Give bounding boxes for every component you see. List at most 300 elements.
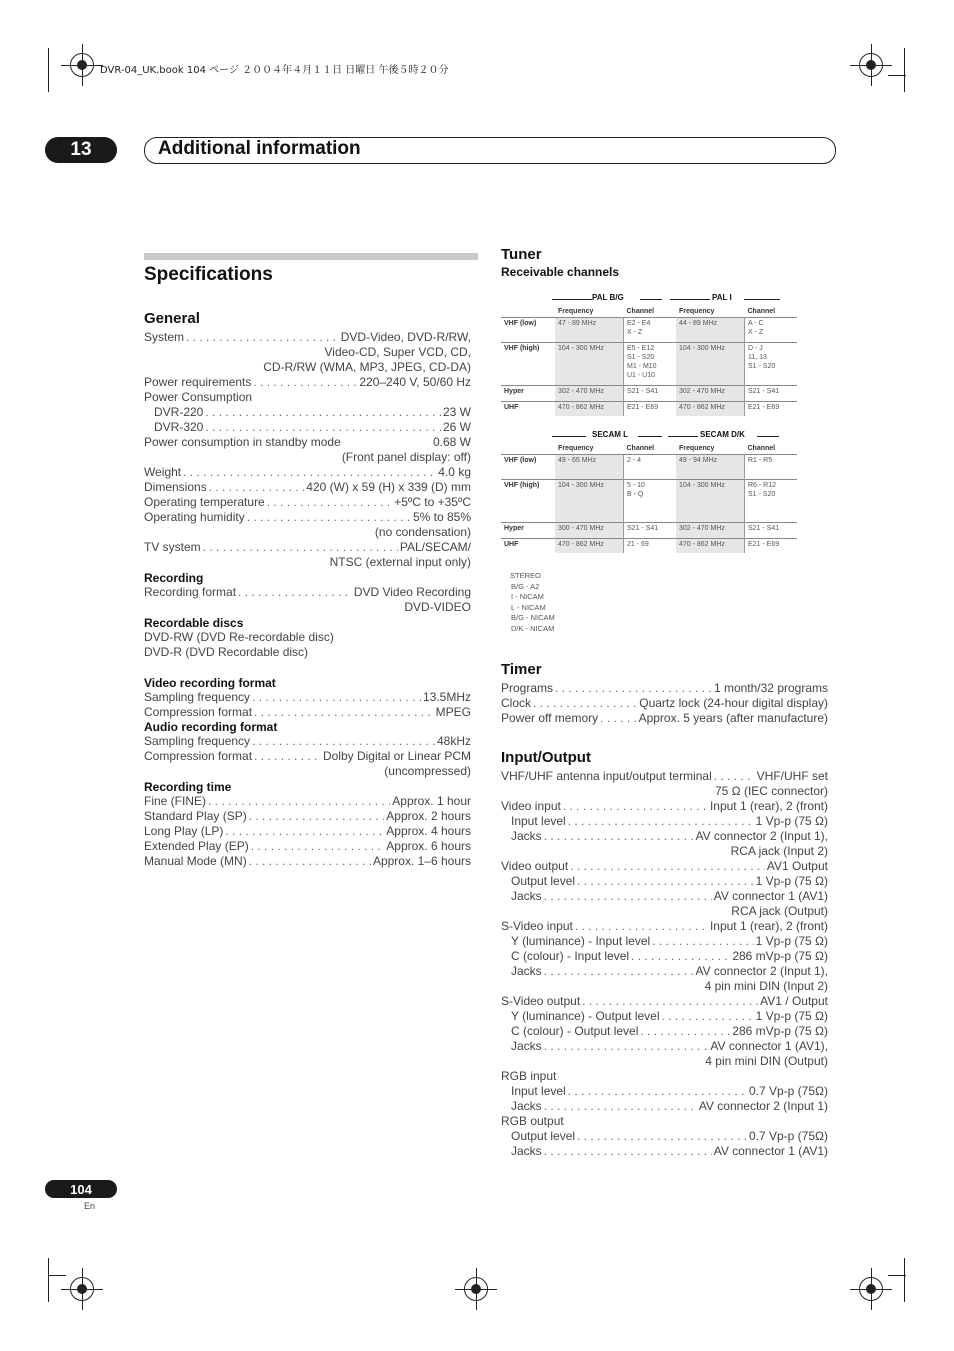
spec-label: S-Video input <box>501 919 573 933</box>
spec-value: AV1 Output <box>766 859 828 873</box>
spec-row <box>501 1084 828 1099</box>
channel-cell: 21 - 69 <box>624 539 677 554</box>
dot-leader <box>568 814 754 829</box>
spec-value: Approx. 6 hours <box>386 839 471 853</box>
channel-cell: E2 - E4 X - Z <box>624 318 677 343</box>
spec-continuation: NTSC (external input only) <box>329 555 471 569</box>
channel-cell: E21 - E69 <box>745 539 798 554</box>
video-format-rows <box>144 690 471 720</box>
registration-mark-icon <box>70 53 94 77</box>
spec-value: 1 month/32 programs <box>713 681 828 695</box>
dot-leader <box>600 711 636 726</box>
dot-leader <box>568 1084 747 1099</box>
band-label: VHF (high) <box>501 343 555 386</box>
spec-value: AV connector 2 (Input 1), <box>695 829 828 843</box>
dot-leader <box>544 889 712 904</box>
spec-label: Video input <box>501 799 561 813</box>
registration-mark-icon <box>859 53 883 77</box>
channel-cell: R6 - R12 S1 - S20 <box>745 480 798 523</box>
spec-row <box>501 1099 828 1114</box>
spec-row <box>501 814 828 829</box>
spec-label: VHF/UHF antenna input/output terminal <box>501 769 712 783</box>
frequency-cell: 104 - 300 MHz <box>555 480 624 523</box>
spec-subhead: Power Consumption <box>144 390 253 404</box>
spec-row <box>144 375 471 390</box>
spec-row <box>144 495 471 510</box>
crop-mark <box>48 1275 66 1276</box>
spec-row <box>501 874 828 889</box>
channel-cell: S21 - S41 <box>624 386 677 402</box>
registration-mark-icon <box>70 1277 94 1301</box>
spec-label: Clock <box>501 696 532 710</box>
dot-leader <box>249 809 385 824</box>
recording-heading: Recording <box>144 571 204 585</box>
spec-row <box>144 585 471 600</box>
channel-cell: E21 - E69 <box>624 402 677 417</box>
dot-leader <box>253 375 357 390</box>
recording-time-heading: Recording time <box>144 780 232 794</box>
dot-leader <box>252 734 435 749</box>
spec-row <box>501 1009 828 1024</box>
spec-label: Video output <box>501 859 569 873</box>
spec-label: Jacks <box>511 829 542 843</box>
spec-row <box>501 949 828 964</box>
spec-label: Compression format <box>144 705 253 719</box>
channel-table <box>501 443 797 553</box>
stereo-list <box>510 571 555 635</box>
spec-value: 0.7 Vp-p (75Ω) <box>748 1084 828 1098</box>
spec-row <box>501 964 828 979</box>
channel-row <box>501 539 797 554</box>
spec-label: Recording format <box>144 585 237 599</box>
spec-continuation: Video-CD, Super VCD, CD, <box>324 345 471 359</box>
header-frequency: Frequency <box>558 308 594 315</box>
spec-row <box>501 994 828 1009</box>
spec-subhead: RGB output <box>501 1114 564 1128</box>
header-channel: Channel <box>747 445 776 452</box>
group-heading: PAL I <box>712 293 732 302</box>
recording-time-rows <box>144 794 471 869</box>
spec-label: Manual Mode (MN) <box>144 854 247 868</box>
spec-continuation: RCA jack (Input 2) <box>730 844 828 858</box>
dot-leader <box>652 934 753 949</box>
group-rule <box>552 299 592 300</box>
spec-row <box>501 1024 828 1039</box>
dot-leader <box>544 1099 697 1114</box>
spec-value: AV connector 2 (Input 1) <box>698 1099 828 1113</box>
spec-label: Sampling frequency <box>144 690 251 704</box>
dot-leader <box>533 696 637 711</box>
group-rule <box>638 436 662 437</box>
dot-leader <box>544 1144 712 1159</box>
frequency-cell: 44 - 89 MHz <box>676 318 745 343</box>
spec-label: Jacks <box>511 1099 542 1113</box>
spec-row <box>144 839 471 854</box>
dot-leader <box>640 1024 730 1039</box>
frequency-cell: 104 - 300 MHz <box>555 343 624 386</box>
channel-cell: 2 - 4 <box>624 455 677 480</box>
spec-label: DVR-320 <box>154 420 204 434</box>
channel-cell: E21 - E69 <box>745 402 798 417</box>
spec-label: Jacks <box>511 889 542 903</box>
spec-row <box>501 799 828 814</box>
spec-continuation: 75 Ω (IEC connector) <box>714 784 828 798</box>
spec-row <box>144 405 471 420</box>
frequency-cell: 47 - 89 MHz <box>555 318 624 343</box>
spec-value: 13.5MHz <box>422 690 471 704</box>
band-label: VHF (low) <box>501 455 555 480</box>
spec-label: Extended Play (EP) <box>144 839 249 853</box>
spec-row <box>144 465 471 480</box>
spec-row <box>501 769 828 784</box>
crop-mark <box>888 1275 906 1276</box>
dot-leader <box>238 585 352 600</box>
spec-row <box>144 540 471 555</box>
spec-row <box>144 824 471 839</box>
header-frequency: Frequency <box>679 445 715 452</box>
tuner-heading: Tuner <box>501 246 542 263</box>
spec-value: AV connector 1 (AV1) <box>713 1144 828 1158</box>
spec-row <box>144 510 471 525</box>
spec-value: 48kHz <box>436 734 471 748</box>
crop-mark <box>48 1258 49 1302</box>
spec-label: Fine (FINE) <box>144 794 207 808</box>
spec-row <box>144 705 471 720</box>
io-section <box>501 749 828 1159</box>
spec-value: AV connector 2 (Input 1), <box>695 964 828 978</box>
spec-value: 1 Vp-p (75 Ω) <box>755 874 828 888</box>
spec-value: 220–240 V, 50/60 Hz <box>359 375 471 389</box>
receivable-channels-heading: Receivable channels <box>501 265 620 279</box>
general-section <box>144 310 471 869</box>
dot-leader <box>714 769 755 784</box>
spec-label: Y (luminance) - Input level <box>511 934 651 948</box>
spec-value: 0.7 Vp-p (75Ω) <box>748 1129 828 1143</box>
spec-value: 1 Vp-p (75 Ω) <box>755 814 828 828</box>
spec-value: 0.68 W <box>432 435 471 449</box>
channel-cell: 5 - 10 B - Q <box>624 480 677 523</box>
crop-mark <box>904 48 905 92</box>
spec-label: Output level <box>511 874 576 888</box>
crop-mark <box>48 48 49 92</box>
channel-table <box>501 306 797 416</box>
frequency-cell: 302 - 470 MHz <box>676 386 745 402</box>
spec-value: 5% to 85% <box>412 510 471 524</box>
spec-label: Operating humidity <box>144 510 245 524</box>
general-heading: General <box>144 310 200 327</box>
dot-leader <box>544 964 694 979</box>
language-code: En <box>84 1201 96 1211</box>
spec-label: DVR-220 <box>154 405 204 419</box>
spec-row <box>144 435 471 450</box>
spec-continuation: 4 pin mini DIN (Output) <box>705 1054 828 1068</box>
channel-cell: S21 - S41 <box>624 523 677 539</box>
dot-leader <box>209 480 305 495</box>
section-bar <box>144 253 478 260</box>
registration-mark-icon <box>464 1277 488 1301</box>
channel-row <box>501 455 797 480</box>
spec-row <box>144 854 471 869</box>
spec-label: Y (luminance) - Output level <box>511 1009 660 1023</box>
section-title: Specifications <box>144 264 273 285</box>
dot-leader <box>544 829 694 844</box>
spec-value: Approx. 1 hour <box>392 794 471 808</box>
frequency-cell: 49 - 65 MHz <box>555 455 624 480</box>
spec-label: Power consumption in standby mode <box>144 435 341 449</box>
spec-row <box>501 889 828 904</box>
page-number: 104 <box>45 1180 117 1198</box>
channel-row <box>501 402 797 417</box>
spec-value: Input 1 (rear), 2 (front) <box>709 799 828 813</box>
spec-value: AV connector 1 (AV1) <box>713 889 828 903</box>
channel-cell: S21 - S41 <box>745 523 798 539</box>
spec-label: System <box>144 330 185 344</box>
spec-row <box>144 794 471 809</box>
spec-label: Standard Play (SP) <box>144 809 247 823</box>
timer-section <box>501 661 828 726</box>
chapter-title: Additional information <box>158 138 361 159</box>
dot-leader <box>662 1009 754 1024</box>
spec-value: Approx. 5 years (after manufacture) <box>638 711 828 725</box>
header-blank <box>501 306 555 318</box>
group-rule <box>757 436 779 437</box>
group-rule <box>640 299 662 300</box>
header-blank <box>501 443 555 455</box>
dot-leader <box>251 839 385 854</box>
spec-value: 23 W <box>442 405 471 419</box>
frequency-cell: 104 - 300 MHz <box>676 343 745 386</box>
spec-value: Dolby Digital or Linear PCM <box>322 749 471 763</box>
io-rows <box>501 769 828 1159</box>
frequency-cell: 302 - 470 MHz <box>555 386 624 402</box>
chapter-number: 13 <box>45 137 117 163</box>
dot-leader <box>205 405 441 420</box>
group-rule <box>670 299 710 300</box>
spec-label: Jacks <box>511 1144 542 1158</box>
group-rule <box>552 436 586 437</box>
audio-format-heading: Audio recording format <box>144 720 278 734</box>
spec-label: C (colour) - Input level <box>511 949 630 963</box>
group-rule <box>668 436 698 437</box>
dot-leader <box>582 994 758 1009</box>
band-label: VHF (low) <box>501 318 555 343</box>
group-rule <box>744 299 780 300</box>
spec-label: Power requirements <box>144 375 252 389</box>
spec-row <box>501 859 828 874</box>
spec-value: 1 Vp-p (75 Ω) <box>755 934 828 948</box>
spec-label: Jacks <box>511 1039 542 1053</box>
disc-item: DVD-RW (DVD Re-recordable disc) <box>144 630 334 644</box>
spec-row <box>501 696 828 711</box>
header-channel: Channel <box>626 308 655 315</box>
spec-value: 420 (W) x 59 (H) x 339 (D) mm <box>306 480 471 494</box>
spec-label: Input level <box>511 1084 566 1098</box>
spec-continuation: DVD-VIDEO <box>404 600 471 614</box>
spec-row <box>144 420 471 435</box>
spec-label: Dimensions <box>144 480 207 494</box>
spec-label: S-Video output <box>501 994 581 1008</box>
spec-continuation: RCA jack (Output) <box>731 904 828 918</box>
spec-label: Operating temperature <box>144 495 265 509</box>
spec-label: C (colour) - Output level <box>511 1024 639 1038</box>
dot-leader <box>555 681 712 696</box>
channel-row <box>501 318 797 343</box>
spec-subhead: RGB input <box>501 1069 557 1083</box>
stereo-item: STEREO <box>510 571 541 580</box>
io-heading: Input/Output <box>501 749 591 766</box>
dot-leader <box>205 420 441 435</box>
dot-leader <box>247 510 411 525</box>
spec-value: 286 mVp-p (75 Ω) <box>732 1024 828 1038</box>
spec-value: MPEG <box>435 705 471 719</box>
dot-leader <box>252 690 421 705</box>
spec-value: 1 Vp-p (75 Ω) <box>755 1009 828 1023</box>
spec-row <box>144 690 471 705</box>
dot-leader <box>254 749 321 764</box>
stereo-item: L - NICAM <box>511 602 546 612</box>
band-label: VHF (high) <box>501 480 555 523</box>
channel-cell: D - J 11, 13 S1 - S20 <box>745 343 798 386</box>
channel-cell: R1 - R5 <box>745 455 798 480</box>
spec-value: AV1 / Output <box>760 994 828 1008</box>
dot-leader <box>544 1039 709 1054</box>
timer-rows <box>501 681 828 726</box>
spec-value: +5ºC to +35ºC <box>394 495 471 509</box>
spec-value: Quartz lock (24-hour digital display) <box>639 696 828 710</box>
crop-mark <box>888 75 906 76</box>
dot-leader <box>254 705 434 720</box>
band-label: Hyper <box>501 523 555 539</box>
spec-row <box>501 829 828 844</box>
dot-leader <box>183 465 436 480</box>
spec-label: Input level <box>511 814 566 828</box>
stereo-item: I - NICAM <box>511 592 544 602</box>
spec-value: PAL/SECAM/ <box>399 540 471 554</box>
spec-value: 26 W <box>442 420 471 434</box>
disc-item: DVD-R (DVD Recordable disc) <box>144 645 309 659</box>
spec-value: Input 1 (rear), 2 (front) <box>709 919 828 933</box>
frequency-cell: 300 - 470 MHz <box>555 523 624 539</box>
spec-value: Approx. 2 hours <box>386 809 471 823</box>
group-heading: SECAM D/K <box>700 430 745 439</box>
spec-value: DVD-Video, DVD-R/RW, <box>340 330 471 344</box>
timer-heading: Timer <box>501 661 542 678</box>
stereo-item: D/K - NICAM <box>511 623 555 633</box>
group-heading: PAL B/G <box>592 293 624 302</box>
frequency-cell: 470 - 862 MHz <box>676 402 745 417</box>
header-channel: Channel <box>626 445 655 452</box>
dot-leader <box>577 1129 747 1144</box>
spec-label: Power off memory <box>501 711 599 725</box>
spec-label: Programs <box>501 681 554 695</box>
spec-continuation: (uncompressed) <box>384 764 471 778</box>
spec-row <box>501 934 828 949</box>
channel-row <box>501 480 797 523</box>
spec-value: AV connector 1 (AV1), <box>710 1039 828 1053</box>
spec-label: Compression format <box>144 749 253 763</box>
spec-value: Approx. 1–6 hours <box>372 854 471 868</box>
frequency-cell: 302 - 470 MHz <box>676 523 745 539</box>
spec-row <box>501 1039 828 1054</box>
spec-row <box>501 1129 828 1144</box>
spec-label: Weight <box>144 465 182 479</box>
audio-format-rows <box>144 734 471 779</box>
band-label: Hyper <box>501 386 555 402</box>
spec-value: 4.0 kg <box>438 465 471 479</box>
spec-continuation: (no condensation) <box>374 525 471 539</box>
dot-leader <box>577 874 754 889</box>
frequency-cell: 49 - 94 MHz <box>676 455 745 480</box>
stereo-item: B/G - A2 <box>511 581 540 591</box>
header-channel: Channel <box>747 308 776 315</box>
spec-value: Approx. 4 hours <box>386 824 471 838</box>
dot-leader <box>249 854 371 869</box>
header-frequency: Frequency <box>558 445 594 452</box>
dot-leader <box>203 540 398 555</box>
dot-leader <box>186 330 339 345</box>
video-format-heading: Video recording format <box>144 676 276 690</box>
frequency-cell: 104 - 300 MHz <box>676 480 745 523</box>
spec-row <box>144 480 471 495</box>
spec-row <box>144 809 471 824</box>
channel-row <box>501 523 797 539</box>
spec-row <box>144 734 471 749</box>
dot-leader <box>570 859 765 874</box>
frequency-cell: 470 - 862 MHz <box>555 402 624 417</box>
dot-leader <box>575 919 708 934</box>
spec-row <box>501 1144 828 1159</box>
dot-leader <box>631 949 730 964</box>
spec-row <box>501 919 828 934</box>
channel-cell: A - C X - Z <box>745 318 798 343</box>
frequency-cell: 470 - 862 MHz <box>555 539 624 554</box>
channel-row <box>501 386 797 402</box>
spec-row <box>144 749 471 764</box>
channel-row <box>501 343 797 386</box>
header-frequency: Frequency <box>679 308 715 315</box>
stereo-item: B/G - NICAM <box>511 613 555 623</box>
dot-leader <box>208 794 390 809</box>
dot-leader <box>225 824 384 839</box>
crop-mark <box>904 1258 905 1302</box>
spec-value: VHF/UHF set <box>756 769 828 783</box>
channel-cell: E5 - E12 S1 - S20 M1 - M10 U1 - U10 <box>624 343 677 386</box>
general-rows <box>144 330 471 570</box>
spec-row <box>501 711 828 726</box>
spec-continuation: 4 pin mini DIN (Input 2) <box>704 979 828 993</box>
recordable-discs-heading: Recordable discs <box>144 616 244 630</box>
group-heading: SECAM L <box>592 430 628 439</box>
spec-value: DVD Video Recording <box>353 585 471 599</box>
spec-row <box>501 681 828 696</box>
band-label: UHF <box>501 402 555 417</box>
spec-value: 286 mVp-p (75 Ω) <box>732 949 828 963</box>
spec-label: Long Play (LP) <box>144 824 224 838</box>
book-info: DVR-04_UK.book 104 ページ ２００４年４月１１日 日曜日 午後５時２０分 <box>100 65 449 76</box>
spec-label: TV system <box>144 540 201 554</box>
dot-leader <box>267 495 392 510</box>
spec-label: Sampling frequency <box>144 734 251 748</box>
dot-leader <box>563 799 708 814</box>
spec-row <box>144 330 471 345</box>
band-label: UHF <box>501 539 555 554</box>
spec-label: Jacks <box>511 964 542 978</box>
spec-continuation: CD-R/RW (WMA, MP3, JPEG, CD-DA) <box>263 360 471 374</box>
spec-continuation: (Front panel display: off) <box>341 450 471 464</box>
channel-cell: S21 - S41 <box>745 386 798 402</box>
registration-mark-icon <box>859 1277 883 1301</box>
recording-rows <box>144 585 471 615</box>
